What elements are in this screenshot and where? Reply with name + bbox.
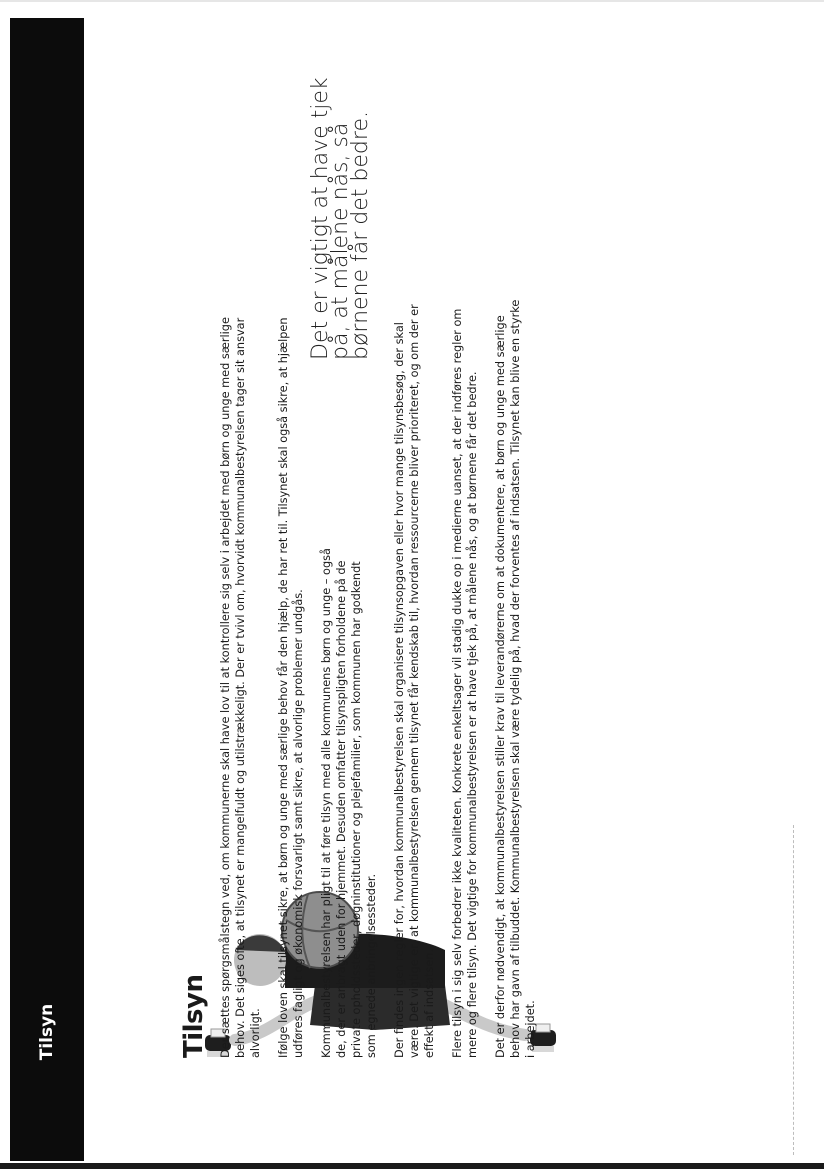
paragraph-6-line: behov har gavn af tilbuddet. Kommunalbestyrelsen skal være tydelig på, hvad der forventes af indsatsen. Tilsynet kan blive en styrke	[509, 299, 522, 1058]
paragraph-2-line: Ifølge loven skal tilsynet sikre, at børn og unge med særlige behov får den hjælp, de har ret til. Tilsynet skal også sikre, at hjælpen	[277, 317, 290, 1058]
paragraph-3-row	[308, 18, 379, 1058]
paragraph-3-line: som egnede anbringelsessteder.	[365, 873, 378, 1058]
paragraph-1-line: alvorligt.	[249, 1008, 262, 1058]
section-band	[10, 18, 84, 1161]
paragraph-4-line: være. Det vigtige er, at kommunalbestyrelsen gennem tilsynet får kendskab til, hvordan ressourcerne bliver prioriteret, og om der er	[408, 304, 421, 1058]
paragraph-2-line: udføres fagligt og økonomisk forsvarligt samt sikre, at alvorlige problemer undgås.	[292, 589, 305, 1058]
paragraph-1-line: behov. Det siges ofte, at tilsynet er mangelfuldt og utilstrækkeligt. Der er tvivl om, hvorvidt kommunalbestyrelsen tager sit ansvar	[234, 317, 247, 1058]
paragraph-5-line: Flere tilsyn i sig selv forbedrer ikke kvaliteten. Konkrete enkeltsager vil stadig dukke op i medierne uanset, at der indføres regler om	[451, 308, 464, 1058]
section-label: Tilsyn	[37, 1003, 57, 1061]
paragraph-1	[218, 18, 263, 1058]
article	[178, 18, 578, 1058]
paragraph-3-line: private opholdssteder, døgninstitutioner og plejefamilier, som kommunen har godkendt	[350, 561, 363, 1058]
pull-quote-line: på, at målene nås, så	[328, 122, 353, 360]
paragraph-4	[392, 18, 437, 1058]
top-edge-line	[0, 0, 824, 2]
article-title: Tilsyn	[179, 974, 209, 1058]
pull-quote	[308, 77, 373, 360]
bottom-edge-bar	[0, 1163, 824, 1169]
paragraph-5	[450, 18, 480, 1058]
paragraph-2	[276, 18, 306, 1058]
paragraph-4-line: Der findes ingen regler for, hvordan kommunalbestyrelsen skal organisere tilsynsopgaven eller hvor mange tilsynsbesøg, der skal	[393, 322, 406, 1058]
paragraph-3-line: Kommunalbestyrelsen har pligt til at føre tilsyn med alle kommunens børn og unge – også	[320, 548, 333, 1058]
pull-quote-line: børnene får det bedre.	[348, 111, 373, 360]
paragraph-6-line: i arbejdet.	[524, 1000, 537, 1058]
paragraph-5-line: mere og flere tilsyn. Det vigtige for kommunalbestyrelsen er at have tjek på, at målene nås, og at børnene får det bedre.	[466, 371, 479, 1058]
paragraph-6	[493, 18, 538, 1058]
paragraph-3	[319, 378, 379, 1058]
paragraph-1-line: Der sættes spørgsmålstegn ved, om kommunerne skal have lov til at kontrollere sig selv i arbejdet med børn og unge med særlige	[219, 317, 232, 1058]
pull-quote-line: Det er vigtigt at have tjek	[308, 77, 333, 360]
paragraph-3-line: de, der er anbragt uden for hjemmet. Desuden omfatter tilsynspligten forholdene på de	[335, 560, 348, 1058]
paragraph-4-line: effekt af indsatsen.	[423, 948, 436, 1058]
paragraph-6-line: Det er derfor nødvendigt, at kommunalbestyrelsen stiller krav til leverandørerne om at dokumentere, at børn og unge med særlige	[494, 315, 507, 1058]
scan-margin-dashes	[793, 825, 795, 1155]
